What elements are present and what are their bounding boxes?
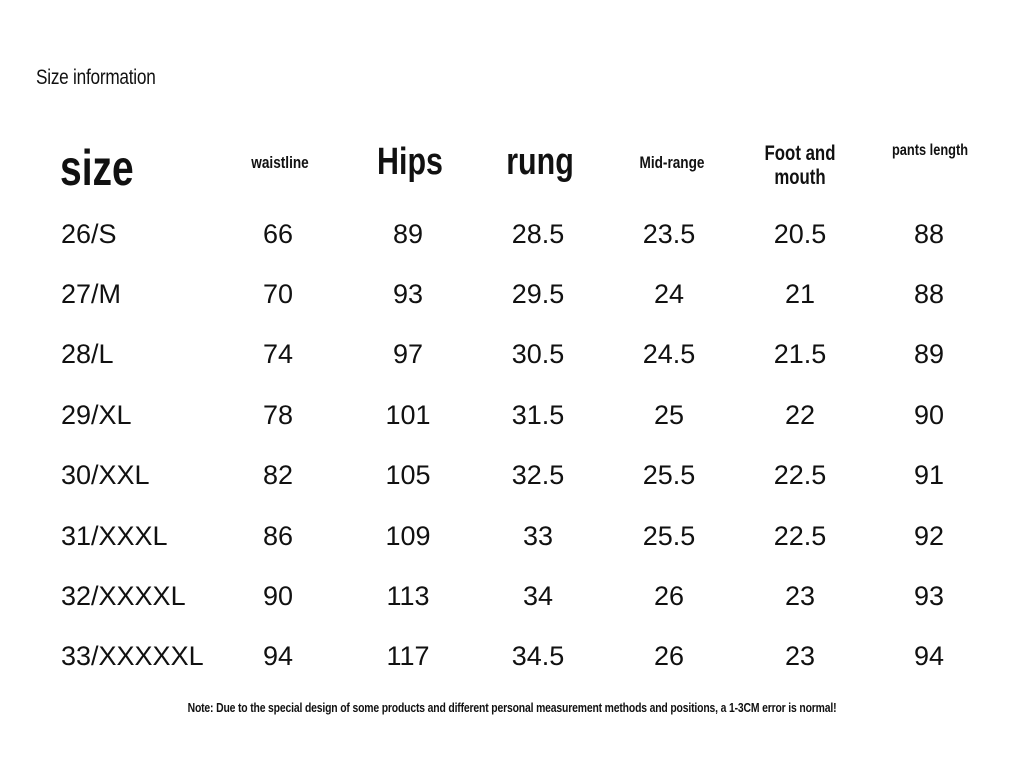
cell-rung: 31.5	[511, 400, 565, 430]
cell-rung: 34	[522, 581, 554, 611]
header-mid-range: Mid-range	[639, 153, 705, 172]
header-rung: rung	[506, 141, 574, 183]
cell-mid-range: 25.5	[642, 460, 696, 490]
cell-rung: 32.5	[511, 460, 565, 490]
cell-mid-range: 26	[653, 641, 685, 671]
cell-size: 32/XXXXL	[61, 581, 186, 611]
cell-pants-length: 90	[913, 400, 945, 430]
cell-waistline: 82	[262, 460, 294, 490]
cell-waistline: 94	[262, 641, 294, 671]
cell-waistline: 86	[262, 521, 294, 551]
cell-size: 31/XXXL	[61, 521, 168, 551]
cell-size: 33/XXXXXL	[61, 641, 204, 671]
table-row	[0, 576, 1024, 616]
cell-size: 30/XXL	[61, 460, 150, 490]
cell-rung: 34.5	[511, 641, 565, 671]
table-row	[0, 274, 1024, 314]
header-foot-and-mouth: Foot and mouth	[764, 142, 836, 190]
measurement-note: Note: Due to the special design of some products and different personal measurement methods and positions, a 1-3CM error is normal!	[187, 700, 837, 715]
table-row	[0, 334, 1024, 374]
table-row	[0, 516, 1024, 556]
cell-mid-range: 25	[653, 400, 685, 430]
cell-waistline: 90	[262, 581, 294, 611]
cell-size: 28/L	[61, 339, 114, 369]
header-size: size	[60, 140, 134, 196]
cell-waistline: 78	[262, 400, 294, 430]
header-hips: Hips	[377, 141, 443, 183]
cell-rung: 29.5	[511, 279, 565, 309]
cell-pants-length: 91	[913, 460, 945, 490]
cell-size: 29/XL	[61, 400, 132, 430]
cell-hips: 117	[386, 641, 430, 671]
cell-mid-range: 24	[653, 279, 685, 309]
cell-foot-and-mouth: 21.5	[773, 339, 827, 369]
cell-rung: 33	[522, 521, 554, 551]
table-row	[0, 455, 1024, 495]
header-pants-length: pants length	[891, 142, 969, 159]
cell-hips: 101	[385, 400, 431, 430]
cell-waistline: 66	[262, 219, 294, 249]
cell-pants-length: 88	[913, 219, 945, 249]
cell-foot-and-mouth: 23	[784, 641, 816, 671]
cell-mid-range: 24.5	[642, 339, 696, 369]
cell-foot-and-mouth: 22	[784, 400, 816, 430]
cell-mid-range: 26	[653, 581, 685, 611]
cell-rung: 30.5	[511, 339, 565, 369]
cell-hips: 97	[392, 339, 424, 369]
cell-foot-and-mouth: 20.5	[773, 219, 827, 249]
cell-foot-and-mouth: 22.5	[773, 521, 827, 551]
table-row	[0, 636, 1024, 676]
cell-mid-range: 23.5	[642, 219, 696, 249]
cell-size: 26/S	[61, 219, 117, 249]
cell-pants-length: 89	[913, 339, 945, 369]
cell-hips: 113	[386, 581, 430, 611]
cell-waistline: 70	[262, 279, 294, 309]
cell-foot-and-mouth: 23	[784, 581, 816, 611]
cell-hips: 89	[392, 219, 424, 249]
cell-pants-length: 93	[913, 581, 945, 611]
cell-hips: 109	[385, 521, 431, 551]
cell-pants-length: 94	[913, 641, 945, 671]
cell-size: 27/M	[61, 279, 122, 309]
cell-hips: 93	[392, 279, 424, 309]
cell-pants-length: 92	[913, 521, 945, 551]
page-title: Size information	[36, 66, 156, 89]
header-waistline: waistline	[251, 153, 309, 172]
cell-foot-and-mouth: 21	[784, 279, 816, 309]
cell-foot-and-mouth: 22.5	[773, 460, 827, 490]
cell-waistline: 74	[262, 339, 294, 369]
table-row	[0, 395, 1024, 435]
cell-mid-range: 25.5	[642, 521, 696, 551]
cell-hips: 105	[385, 460, 431, 490]
cell-pants-length: 88	[913, 279, 945, 309]
cell-rung: 28.5	[511, 219, 565, 249]
table-row	[0, 214, 1024, 254]
